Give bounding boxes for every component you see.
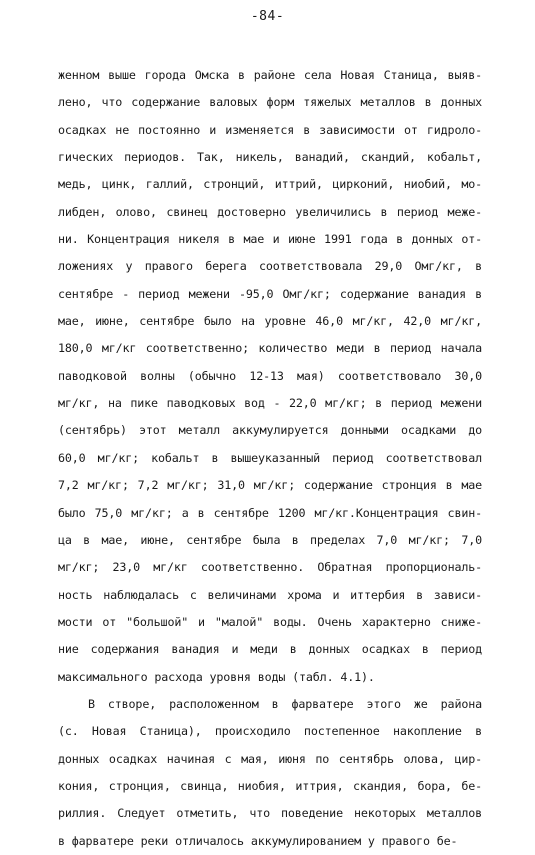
text-line: либден, олово, свинец достоверно увеличились в период меже- (58, 204, 482, 219)
text-line: ца в мае, июне, сентябре была в пределах 7,0 мг/кг; 7,0 (58, 532, 482, 547)
text-line: 180,0 мг/кг соответственно; количество меди в период начала (58, 341, 482, 356)
text-line: в фарватере реки отличалось аккумулированием у правого бе- (58, 833, 458, 848)
text-line: 60,0 мг/кг; кобальт в вышеуказанный период соответствовал (58, 450, 482, 465)
text-line: (с. Новая Станица), происходило постепенное накопление в (58, 724, 482, 739)
text-line: было 75,0 мг/кг; а в сентябре 1200 мг/кг.Концентрация свин- (58, 505, 482, 520)
text-line: В створе, расположенном в фарватере этого же района (88, 696, 482, 711)
text-line: донных осадках начиная с мая, июня по сентябрь олова, цир- (58, 751, 482, 766)
text-line: риллия. Следует отметить, что поведение некоторых металлов (58, 806, 482, 821)
paragraph (58, 691, 482, 855)
text-line: (сентябрь) этот металл аккумулируется донными осадками до (58, 423, 482, 438)
text-line: мости от "большой" и "малой" воды. Очень характерно сниже- (58, 614, 482, 629)
text-line: ложениях у правого берега соответствовала 29,0 Омг/кг, в (58, 259, 482, 274)
page-number: -84- (250, 9, 285, 24)
text-line: ни. Концентрация никеля в мае и июне 1991 года в донных от- (58, 232, 482, 247)
text-line: мае, июне, сентябре было на уровне 46,0 мг/кг, 42,0 мг/кг, (58, 314, 482, 329)
text-line: максимального расхода уровня воды (табл. 4.1). (58, 669, 375, 684)
text-line: женном выше города Омска в районе села Новая Станица, выяв- (58, 68, 482, 82)
text-line: 7,2 мг/кг; 7,2 мг/кг; 31,0 мг/кг; содержание стронция в мае (58, 478, 482, 493)
paragraph (58, 62, 482, 691)
text-line: медь, цинк, галлий, стронций, иттрий, цирконий, ниобий, мо- (58, 177, 482, 192)
text-line: сентябре - период межени -95,0 Омг/кг; содержание ванадия в (58, 286, 482, 301)
text-line: паводковой волны (обычно 12-13 мая) соответствовало 30,0 (58, 368, 482, 383)
text-line: гических периодов. Так, никель, ванадий, скандий, кобальт, (58, 150, 482, 165)
text-line: ние содержания ванадия и меди в донных осадках в период (58, 642, 482, 657)
text-line: ность наблюдалась с величинами хрома и иттербия в зависи- (58, 587, 482, 602)
text-line: лено, что содержание валовых форм тяжелых металлов в донных (58, 95, 482, 110)
text-line: мг/кг; 23,0 мг/кг соответственно. Обратная пропорциональ- (58, 560, 482, 575)
text-line: мг/кг, на пике паводковых вод - 22,0 мг/кг; в период межени (58, 396, 482, 411)
body-text (58, 62, 482, 855)
text-line: кония, стронция, свинца, ниобия, иттрия, скандия, бора, бе- (58, 778, 482, 793)
text-line: осадках не постоянно и изменяется в зависимости от гидроло- (58, 122, 482, 137)
